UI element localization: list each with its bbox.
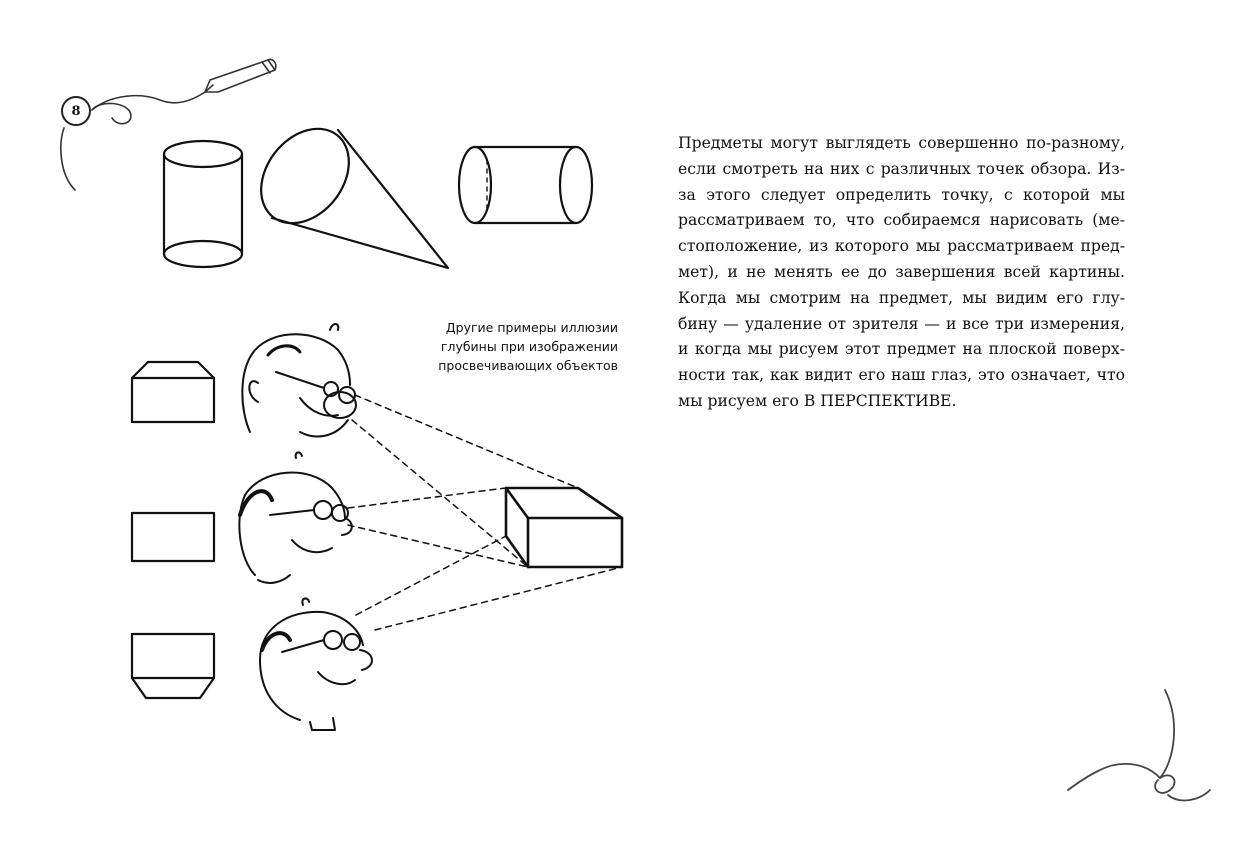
body-line: Когда мы смотрим на предмет, мы видим его глу- [678,288,1125,307]
view-from-below [132,634,214,698]
cylinder-drawing [164,141,242,267]
body-paragraph [678,131,1125,415]
figure-caption [408,318,618,375]
cartoon-head-2 [239,452,351,583]
cone-drawing [243,112,448,268]
body-line: мы рисуем его В ПЕРСПЕКТИВЕ. [678,391,957,410]
body-line: и когда мы рисуем этот предмет на плоской поверх- [678,340,1125,359]
body-line: Предметы могут выглядеть совершенно по-разному, [678,134,1125,152]
body-line: рассматриваем то, что собираемся нарисовать (ме- [678,211,1125,230]
body-line: бину — удаление от зрителя — и все три измерения, [678,314,1125,333]
caption-line: просвечивающих объектов [438,358,618,373]
body-line: стоположение, из которого мы рассматриваем пред- [678,237,1125,256]
caption-line: глубины при изображении [440,339,618,354]
page-number: 8 [61,96,91,126]
view-from-above [132,362,214,422]
body-line: если смотреть на них с различных точек обзора. Из- [678,159,1125,178]
body-line: за этого следует определить точку, с которой мы [678,185,1125,204]
sight-lines [348,395,622,630]
cartoon-head-1 [242,324,356,436]
swirl-ornament-icon [1068,690,1210,800]
cartoon-head-3 [260,598,372,730]
caption-line: Другие примеры иллюзии [445,320,618,335]
view-front [132,513,214,561]
box-drawing [506,488,622,567]
body-line: ности так, как видит его наш глаз, это означает, что [678,366,1125,385]
horizontal-cylinder-drawing [459,147,592,223]
body-line: мет), и не менять ее до завершения всей картины. [678,262,1125,281]
pencil-ornament-icon [61,59,276,190]
